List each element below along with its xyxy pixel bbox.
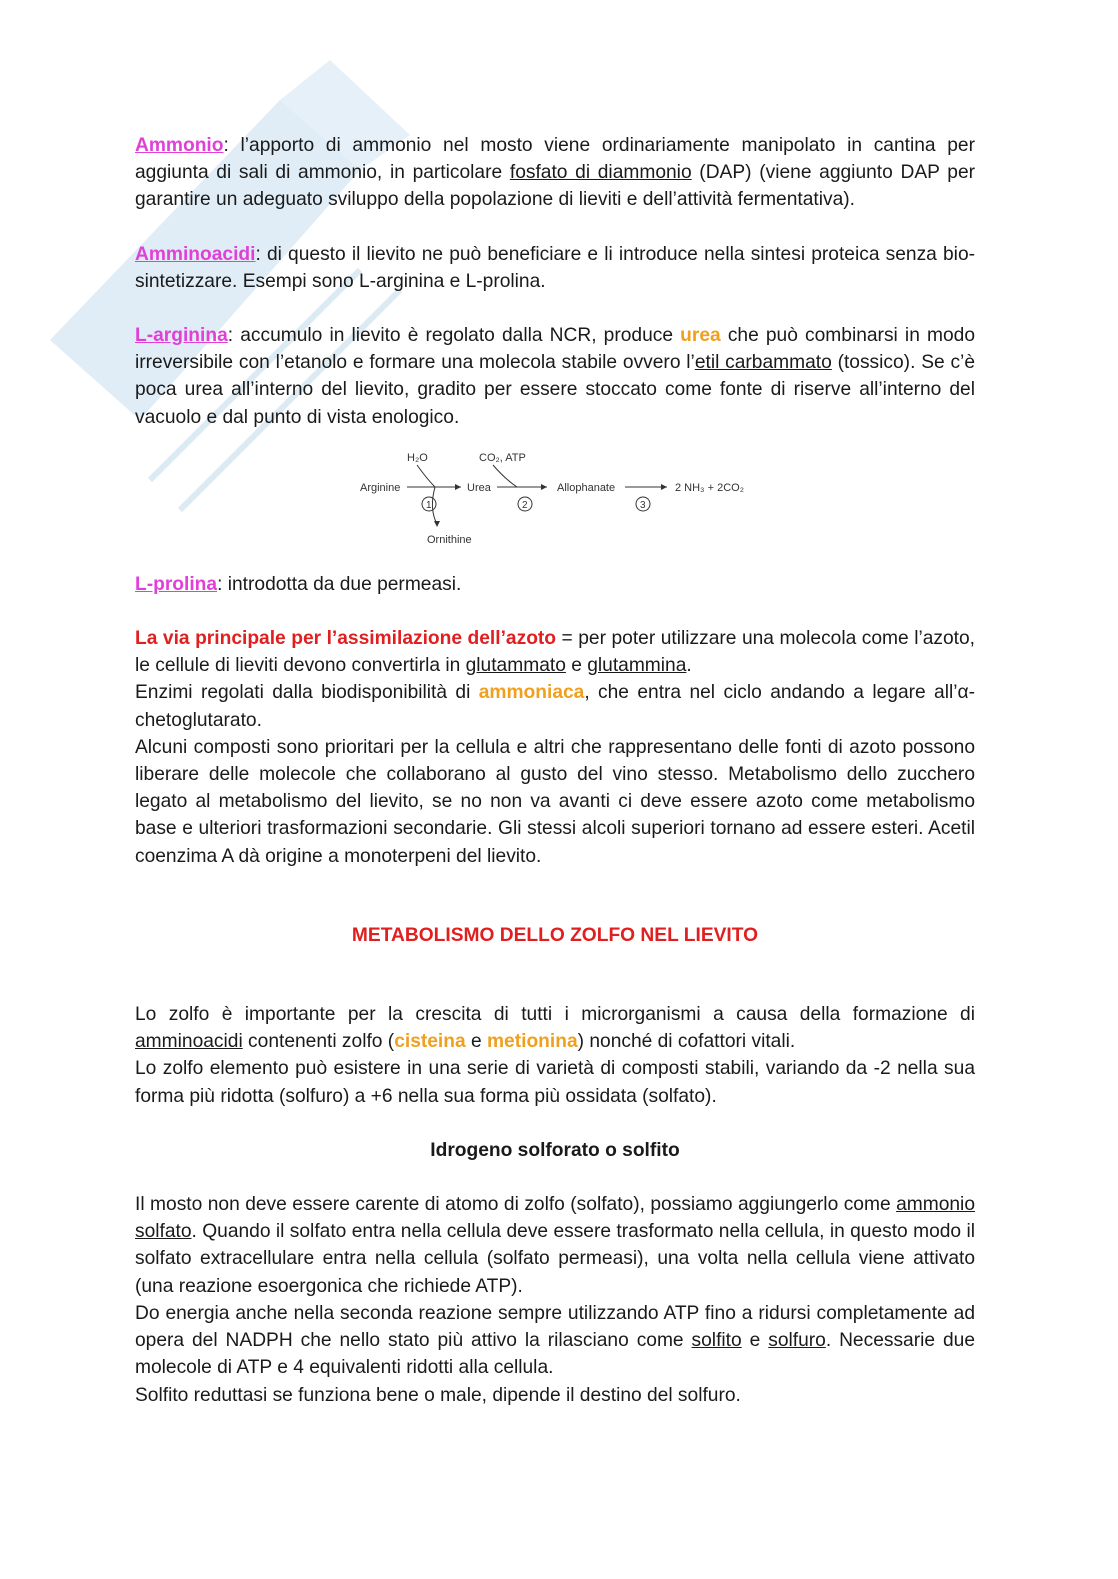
term-l-arginina: L-arginina xyxy=(135,325,228,347)
term-amminoacidi: Amminoacidi xyxy=(135,243,256,265)
h2o-curve xyxy=(417,465,435,487)
arginine-pathway-diagram xyxy=(357,449,757,549)
underlined-amminoacidi: amminoacidi xyxy=(135,1031,243,1053)
arrowhead-1 xyxy=(455,484,461,490)
paragraph-enzimi: Enzimi regolati dalla biodisponibilità di ammoniaca, che entra nel ciclo andando a legare all’α-chetoglutarato. xyxy=(135,682,975,731)
step-1-label: 1 xyxy=(426,499,432,511)
ornithine-arrowhead xyxy=(434,521,440,527)
diagram-h2o: H₂O xyxy=(407,451,428,464)
highlight-metionina: metionina xyxy=(487,1031,578,1053)
arrowhead-2 xyxy=(541,484,547,490)
paragraph-l-prolina: L-prolina: introdotta da due permeasi. xyxy=(135,573,462,595)
underlined-glutammina: glutammina xyxy=(587,655,687,677)
section-heading-zolfo: METABOLISMO DELLO ZOLFO NEL LIEVITO xyxy=(351,924,759,946)
paragraph-alcuni-composti: Alcuni composti sono prioritari per la cellula e altri che rappresentano delle fonti di azoto possono liberare delle molecole che collaborano al gusto del vino stesso. Metabolismo dello zucchero legato al metabolismo del lievito, se no non va avanti ci deve essere azoto come metabolismo base e ulteriori trasformazioni secondarie. Gli stessi alcoli superiori tornano ad essere esteri. Acetil coenzima A dà origine a monoterpeni del lievito. xyxy=(135,736,975,867)
underlined-fosfato: fosfato di diammonio xyxy=(509,162,692,184)
paragraph-l-arginina: L-arginina: accumulo in lievito è regolato dalla NCR, produce urea che può combinarsi in modo irreversibile con l’etanolo e formare una molecola stabile ovvero l’etil carbammato (tossico). Se c’è poca urea all’interno del lievito, gradito per essere stoccato come fonte di riserve all’interno del vacuolo e dal punto di vista enologico. xyxy=(135,325,975,428)
arrowhead-3 xyxy=(661,484,667,490)
paragraph-ammonio: Ammonio: l’apporto di ammonio nel mosto viene ordinariamente manipolato in cantina per aggiunta di sali di ammonio, in particolare fosfato di diammonio (DAP) (viene aggiunto DAP per garantire un adeguato sviluppo della popolazione di lieviti e dell’attività fermentativa). xyxy=(135,135,976,211)
underlined-solfito: solfito xyxy=(691,1330,742,1352)
underlined-glutammato: glutammato xyxy=(465,655,566,677)
highlight-cisteina: cisteina xyxy=(394,1031,466,1053)
diagram-co2-atp: CO₂, ATP xyxy=(479,451,526,464)
diagram-allophanate: Allophanate xyxy=(557,481,616,494)
diagram-urea: Urea xyxy=(467,481,491,494)
underlined-solfuro: solfuro xyxy=(768,1330,826,1352)
diagram-ornithine: Ornithine xyxy=(427,533,472,546)
step-3-label: 3 xyxy=(640,499,646,511)
paragraph-mosto: Il mosto non deve essere carente di atomo di zolfo (solfato), possiamo aggiungerlo come ammonio solfato. Quando il solfato entra nella cellula deve essere trasformato nella cellula, in questo modo il solfato extracellulare entra nella cellula (solfato permeasi), una volta nella cellula viene attivato (una reazione esoergonica che richiede ATP). xyxy=(135,1194,975,1297)
step-2-label: 2 xyxy=(522,499,528,511)
highlight-urea: urea xyxy=(680,325,721,347)
paragraph-via-principale: La via principale per l’assimilazione dell’azoto = per poter utilizzare una molecola come l’azoto, le cellule di lieviti devono convertirla in glutammato e glutammina. xyxy=(135,628,975,677)
diagram-products: 2 NH₃ + 2CO₂ xyxy=(675,481,744,494)
paragraph-solfito-reduttasi: Solfito reduttasi se funziona bene o male, dipende il destino del solfuro. xyxy=(135,1384,741,1406)
co2-curve xyxy=(493,465,517,487)
red-highlight-via-principale: La via principale per l’assimilazione dell’azoto xyxy=(135,628,557,650)
underlined-ammonio-solfato: ammonio solfato xyxy=(135,1194,975,1243)
paragraph-do-energia: Do energia anche nella seconda reazione sempre utilizzando ATP fino a ridursi completamente ad opera del NADPH che nello stato più attivo la rilasciano come solfito e solfuro. Necessarie due molecole di ATP e 4 equivalenti ridotti alla cellula. xyxy=(135,1302,975,1379)
document-body xyxy=(135,132,975,1409)
paragraph-amminoacidi: Amminoacidi: di questo il lievito ne può beneficiare e li introduce nella sintesi proteica senza bio-sintetizzare. Esempi sono L-arginina e L-prolina. xyxy=(135,243,975,292)
term-l-prolina: L-prolina xyxy=(135,573,218,595)
paragraph-zolfo-elemento: Lo zolfo elemento può esistere in una serie di varietà di composti stabili, variando da -2 nella sua forma più ridotta (solfuro) a +6 nella sua forma più ossidata (solfato). xyxy=(135,1058,975,1107)
paragraph-zolfo-importante: Lo zolfo è importante per la crescita di tutti i microrganismi a causa della formazione di amminoacidi contenenti zolfo (cisteina e metionina) nonché di cofattori vitali. xyxy=(135,1004,975,1053)
underlined-etil-carbammato: etil carbammato xyxy=(694,352,832,374)
term-ammonio: Ammonio xyxy=(135,135,224,156)
subheading-idrogeno-solforato: Idrogeno solforato o solfito xyxy=(430,1139,680,1161)
diagram-arginine: Arginine xyxy=(360,481,401,494)
highlight-ammoniaca: ammoniaca xyxy=(478,682,585,704)
